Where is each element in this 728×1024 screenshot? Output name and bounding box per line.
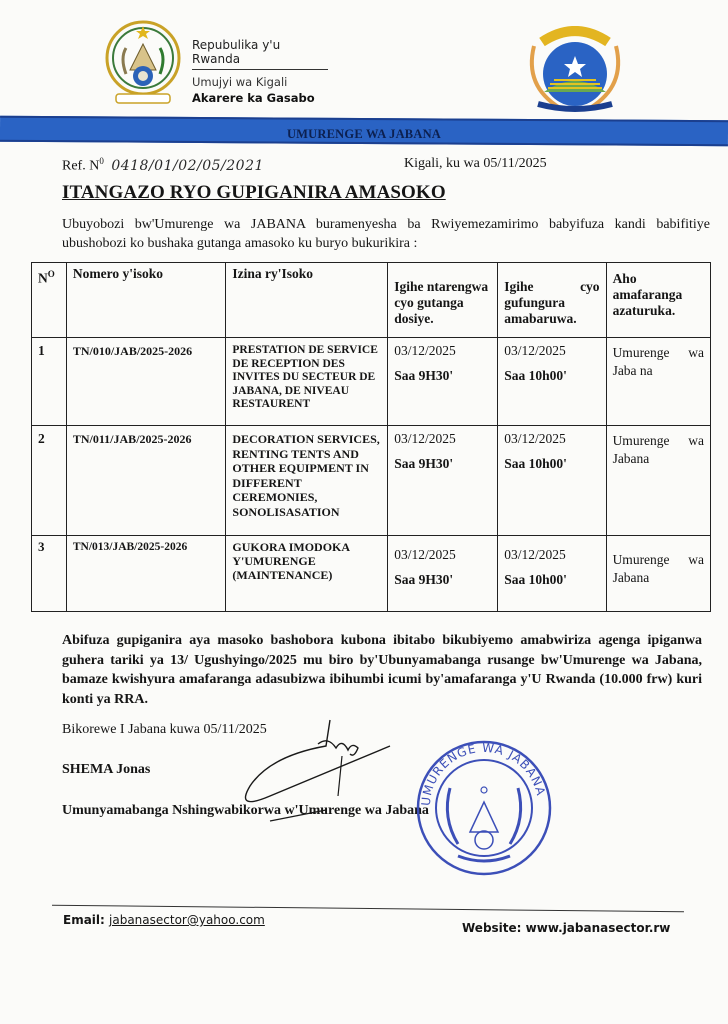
- email-link[interactable]: jabanasector@yahoo.com: [109, 913, 265, 927]
- header-opening: Igihe cyo gufungura amabaruwa.: [498, 263, 606, 338]
- row-tender-number: TN/013/JAB/2025-2026: [66, 536, 226, 612]
- signer-name: SHEMA Jonas: [62, 762, 151, 777]
- row-tender-number: TN/011/JAB/2025-2026: [66, 426, 226, 536]
- footer-divider: [52, 905, 684, 913]
- row-opening: [498, 426, 606, 536]
- opening-time: Saa 10h00': [504, 456, 567, 471]
- payment-source: Umurenge wa Jabana: [612, 552, 704, 585]
- row-tender-name: DECORATION SERVICES, RENTING TENTS AND OTHER EQUIPMENT IN DIFFERENT CEREMONIES, SONOLISASATION: [226, 426, 388, 536]
- deadline-date: 03/12/2025: [394, 547, 456, 562]
- row-tender-name: PRESTATION DE SERVICE DE RECEPTION DES INVITES DU SECTEUR DE JABANA, DE NIVEAU RESTAURENT: [226, 338, 388, 426]
- ref-handwritten-number: 0418/01/02/05/2021: [111, 157, 264, 174]
- row-no: 2: [32, 426, 67, 536]
- stamp-text: UMURENGE WA JABANA: [418, 740, 549, 807]
- opening-time: Saa 10h00': [504, 572, 567, 587]
- kigali-city-emblem-icon: [520, 26, 630, 116]
- header-deadline: Igihe ntarengwa cyo gutanga dosiye.: [388, 263, 498, 338]
- row-payment: [606, 338, 710, 426]
- signature-icon: [230, 716, 400, 826]
- row-tender-number: TN/010/JAB/2025-2026: [66, 338, 226, 426]
- instructions-paragraph: Abifuza gupiganira aya masoko bashobora kubona ibitabo bikubiyemo amabwiriza agenga ipiganwa guhera tariki ya 13/ Ugushyingo/2025 mu biro by'Ubunyamabanga rusange bw'Umurenge wa Jabana, bamaze kwishyura amafaranga adasubizwa ibihumbi icumi by'amafaranga y'U Rwanda (10.000 frw) kuri konti ya RRA.: [62, 633, 702, 707]
- table-header-row: [32, 263, 711, 338]
- payment-source: Umurenge wa Jabana: [612, 433, 704, 466]
- row-deadline: [388, 536, 498, 612]
- row-deadline: [388, 338, 498, 426]
- tender-table: [31, 262, 711, 612]
- row-payment: [606, 426, 710, 536]
- official-stamp-icon: [410, 728, 558, 878]
- opening-date: 03/12/2025: [504, 431, 566, 446]
- header-org-text: [192, 38, 328, 105]
- deadline-time: Saa 9H30': [394, 368, 454, 383]
- intro-paragraph: Ubuyobozi bw'Umurenge wa JABANA buramenyesha ba Rwiyemezamirimo babyifuza kandi babifitiye ubushobozi ko bushaka gutanga amasoko ku buryo bukurikira :: [62, 217, 710, 251]
- opening-date: 03/12/2025: [504, 343, 566, 358]
- header-payment: Aho amafaranga azaturuka.: [606, 263, 710, 338]
- sector-title: UMURENGE WA JABANA: [286, 127, 442, 141]
- row-opening: [498, 536, 606, 612]
- date-line: Kigali, ku wa 05/11/2025: [404, 156, 547, 171]
- city-name: Umujyi wa Kigali: [192, 75, 288, 89]
- header-tender-name: Izina ry'Isoko: [226, 263, 388, 338]
- page-title: ITANGAZO RYO GUPIGANIRA AMASOKO: [62, 182, 446, 203]
- table-row: [32, 426, 711, 536]
- deadline-time: Saa 9H30': [394, 572, 454, 587]
- row-payment: [606, 536, 710, 612]
- opening-date: 03/12/2025: [504, 547, 566, 562]
- ref-superscript: 0: [99, 156, 104, 166]
- reference-number: [62, 156, 264, 175]
- table-row: [32, 338, 711, 426]
- header-tender-number: Nomero y'isoko: [66, 263, 226, 338]
- table-row: [32, 536, 711, 612]
- row-deadline: [388, 426, 498, 536]
- row-tender-name: GUKORA IMODOKA Y'UMURENGE (MAINTENANCE): [226, 536, 388, 612]
- footer-website[interactable]: Website: www.jabanasector.rw: [462, 921, 671, 935]
- row-no: 3: [32, 536, 67, 612]
- email-label: Email:: [63, 913, 110, 927]
- footer-email: [63, 913, 265, 927]
- ref-label: Ref. N: [62, 158, 100, 174]
- district-name: Akarere ka Gasabo: [192, 91, 315, 105]
- rwanda-coat-of-arms-icon: [104, 14, 182, 110]
- opening-time: Saa 10h00': [504, 368, 567, 383]
- country-name: Repubulika y'u Rwanda: [192, 38, 328, 70]
- deadline-date: 03/12/2025: [394, 431, 456, 446]
- payment-source: Umurenge wa Jaba na: [612, 345, 704, 378]
- made-at-line: Bikorewe I Jabana kuwa 05/11/2025: [62, 722, 267, 737]
- row-no: 1: [32, 338, 67, 426]
- signer-role: Umunyamabanga Nshingwabikorwa w'Umurenge wa Jabana: [62, 803, 429, 818]
- deadline-time: Saa 9H30': [394, 456, 454, 471]
- header-no: $N^O$: [32, 263, 67, 338]
- row-opening: [498, 338, 606, 426]
- deadline-date: 03/12/2025: [394, 343, 456, 358]
